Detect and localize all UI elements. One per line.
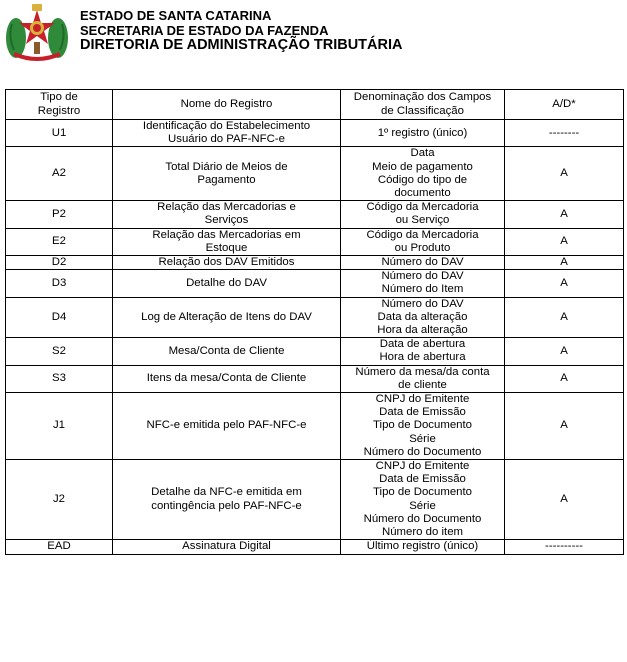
cell-nome: Identificação do Estabelecimento Usuário do PAF-NFC-e (113, 120, 341, 147)
col-header-ad: A/D* (505, 90, 624, 120)
cell-nome: Detalhe do DAV (113, 270, 341, 297)
cell-nome: Assinatura Digital (113, 540, 341, 554)
cell-campos: Número do DAV Data da alteração Hora da alteração (341, 297, 505, 338)
cell-campos: Número da mesa/da conta de cliente (341, 365, 505, 392)
table-row (6, 270, 624, 297)
cell-tipo: J1 (6, 393, 113, 460)
table-row (6, 120, 624, 147)
state-coat-of-arms-icon (4, 2, 70, 62)
cell-ad: A (505, 201, 624, 228)
table-row (6, 540, 624, 554)
cell-campos: Código da Mercadoria ou Produto (341, 228, 505, 255)
cell-tipo: S3 (6, 365, 113, 392)
cell-campos: CNPJ do Emitente Data de Emissão Tipo de Documento Série Número do Documento (341, 393, 505, 460)
cell-nome: Relação das Mercadorias em Estoque (113, 228, 341, 255)
cell-campos: Número do DAV Número do Item (341, 270, 505, 297)
table-row (6, 393, 624, 460)
table-row (6, 256, 624, 270)
col-header-nome: Nome do Registro (113, 90, 341, 120)
cell-ad: A (505, 297, 624, 338)
cell-ad: A (505, 228, 624, 255)
cell-nome: Total Diário de Meios de Pagamento (113, 147, 341, 201)
registry-table (5, 89, 624, 555)
cell-nome: NFC-e emitida pelo PAF-NFC-e (113, 393, 341, 460)
cell-tipo: S2 (6, 338, 113, 365)
table-row (6, 460, 624, 540)
cell-ad: -------- (505, 120, 624, 147)
cell-tipo: J2 (6, 460, 113, 540)
cell-nome: Log de Alteração de Itens do DAV (113, 297, 341, 338)
cell-campos: Último registro (único) (341, 540, 505, 554)
cell-nome: Detalhe da NFC-e emitida em contingência pelo PAF-NFC-e (113, 460, 341, 540)
cell-campos: CNPJ do Emitente Data de Emissão Tipo de Documento Série Número do Documento Número do item (341, 460, 505, 540)
cell-tipo: P2 (6, 201, 113, 228)
cell-ad: A (505, 365, 624, 392)
cell-ad: A (505, 270, 624, 297)
document-header (4, 2, 624, 64)
table-body (6, 120, 624, 555)
state-name: ESTADO DE SANTA CATARINA (80, 8, 272, 23)
cell-nome: Itens da mesa/Conta de Cliente (113, 365, 341, 392)
cell-campos: Código da Mercadoria ou Serviço (341, 201, 505, 228)
cell-tipo: D2 (6, 256, 113, 270)
cell-campos: Número do DAV (341, 256, 505, 270)
cell-tipo: E2 (6, 228, 113, 255)
cell-ad: A (505, 393, 624, 460)
cell-ad: A (505, 460, 624, 540)
cell-ad: ---------- (505, 540, 624, 554)
directorate-name: DIRETORIA DE ADMINISTRAÇÃO TRIBUTÁRIA (80, 37, 403, 53)
table-row (6, 201, 624, 228)
cell-nome: Mesa/Conta de Cliente (113, 338, 341, 365)
cell-tipo: U1 (6, 120, 113, 147)
cell-ad: A (505, 338, 624, 365)
cell-tipo: D3 (6, 270, 113, 297)
table-row (6, 365, 624, 392)
cell-ad: A (505, 147, 624, 201)
cell-tipo: EAD (6, 540, 113, 554)
col-header-tipo: Tipo de Registro (6, 90, 113, 120)
cell-campos: Data Meio de pagamento Código do tipo de documento (341, 147, 505, 201)
cell-campos: Data de abertura Hora de abertura (341, 338, 505, 365)
cell-tipo: D4 (6, 297, 113, 338)
table-row (6, 297, 624, 338)
col-header-denominacao: Denominação dos Campos de Classificação (341, 90, 505, 120)
secretariat-name: SECRETARIA DE ESTADO DA FAZENDA (80, 23, 329, 38)
cell-tipo: A2 (6, 147, 113, 201)
cell-ad: A (505, 256, 624, 270)
cell-campos: 1º registro (único) (341, 120, 505, 147)
cell-nome: Relação dos DAV Emitidos (113, 256, 341, 270)
table-row (6, 338, 624, 365)
table-header-row (6, 90, 624, 120)
cell-nome: Relação das Mercadorias e Serviços (113, 201, 341, 228)
table-row (6, 147, 624, 201)
table-row (6, 228, 624, 255)
